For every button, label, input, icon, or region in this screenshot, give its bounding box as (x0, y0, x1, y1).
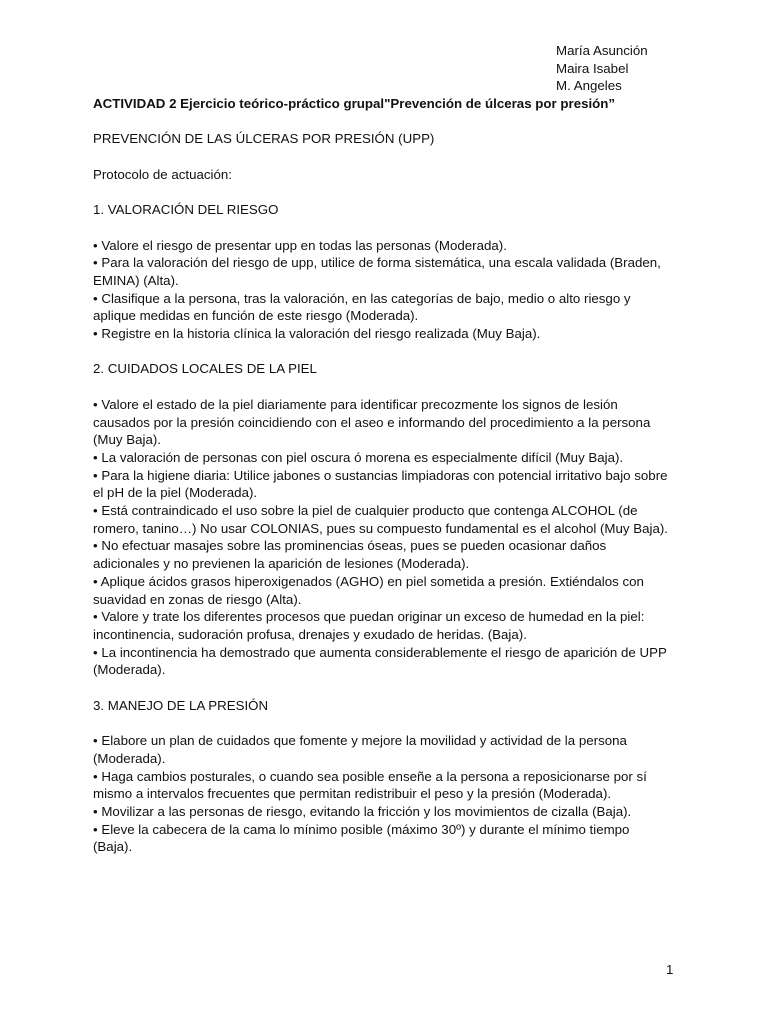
bullet-item: • Eleve la cabecera de la cama lo mínimo posible (máximo 30º) y durante el mínimo tiempo (Baja). (93, 821, 630, 855)
section-heading: 2. CUIDADOS LOCALES DE LA PIEL (93, 361, 317, 377)
bullet-item: • Clasifique a la persona, tras la valoración, en las categorías de bajo, medio o alto riesgo y aplique medidas en función de este riesgo (Moderada). (93, 290, 631, 324)
document-body (93, 95, 668, 856)
bullet-item: • La incontinencia ha demostrado que aumenta considerablemente el riesgo de aparición de UPP (Moderada). (93, 644, 667, 678)
bullet-item: • Para la higiene diaria: Utilice jabones o sustancias limpiadoras con potencial irritativo bajo sobre el pH de la piel (Moderada). (93, 467, 668, 501)
bullet-item: • Valore el estado de la piel diariamente para identificar precozmente los signos de lesión causados por la presión coincidiendo con el aseo e informando del procedimiento a la persona (Muy Baja). (93, 396, 651, 448)
intro-text: Protocolo de actuación: (93, 166, 232, 182)
bullet-item: • Registre en la historia clínica la valoración del riesgo realizada (Muy Baja). (93, 326, 541, 342)
bullet-item: • Valore y trate los diferentes procesos que puedan originar un exceso de humedad en la piel: incontinencia, sudoración profusa, drenajes y exudado de heridas. (Baja). (93, 609, 645, 642)
bullet-item: • Para la valoración del riesgo de upp, utilice de forma sistemática, una escala validada (Braden, EMINA) (Alta). (93, 255, 661, 288)
bullet-item: • Elabore un plan de cuidados que fomente y mejore la movilidad y actividad de la persona (Moderada). (93, 733, 627, 766)
bullet-item: • Valore el riesgo de presentar upp en todas las personas (Moderada). (93, 237, 507, 253)
bullet-item: • No efectuar masajes sobre las prominencias óseas, pues se pueden ocasionar daños adicionales y no previenen la aparición de lesiones (Moderada). (93, 538, 607, 572)
bullet-list (93, 237, 668, 343)
page-number: 1 (666, 962, 674, 977)
author-name: M. Angeles (556, 78, 622, 94)
author-name: Maira Isabel (556, 60, 629, 76)
section-heading: 1. VALORACIÓN DEL RIESGO (93, 202, 279, 218)
document-title: ACTIVIDAD 2 Ejercicio teórico-práctico grupal"Prevención de úlceras por presión” (93, 96, 616, 111)
author-list (556, 42, 756, 95)
main-heading: PREVENCIÓN DE LAS ÚLCERAS POR PRESIÓN (UPP) (93, 131, 435, 147)
bullet-list (93, 732, 668, 856)
bullet-item: • Está contraindicado el uso sobre la piel de cualquier producto que contenga ALCOHOL (de romero, tanino…) No usar COLONIAS, pues su compuesto fundamental es el alcohol (Muy Baja). (93, 503, 668, 536)
bullet-item: • Haga cambios posturales, o cuando sea posible enseñe a la persona a reposicionarse por sí mismo a intervalos frecuentes que permitan redistribuir el peso y la presión (Moderada). (93, 768, 647, 802)
bullet-list (93, 396, 668, 679)
section-heading: 3. MANEJO DE LA PRESIÓN (93, 697, 269, 713)
author-name: María Asunción (556, 43, 648, 58)
bullet-item: • La valoración de personas con piel oscura ó morena es especialmente difícil (Muy Baja). (93, 449, 624, 465)
bullet-item: • Movilizar a las personas de riesgo, evitando la fricción y los movimientos de cizalla (Baja). (93, 804, 632, 819)
bullet-item: • Aplique ácidos grasos hiperoxigenados (AGHO) en piel sometida a presión. Extiéndalos con suavidad en zonas de riesgo (Alta). (93, 573, 644, 607)
